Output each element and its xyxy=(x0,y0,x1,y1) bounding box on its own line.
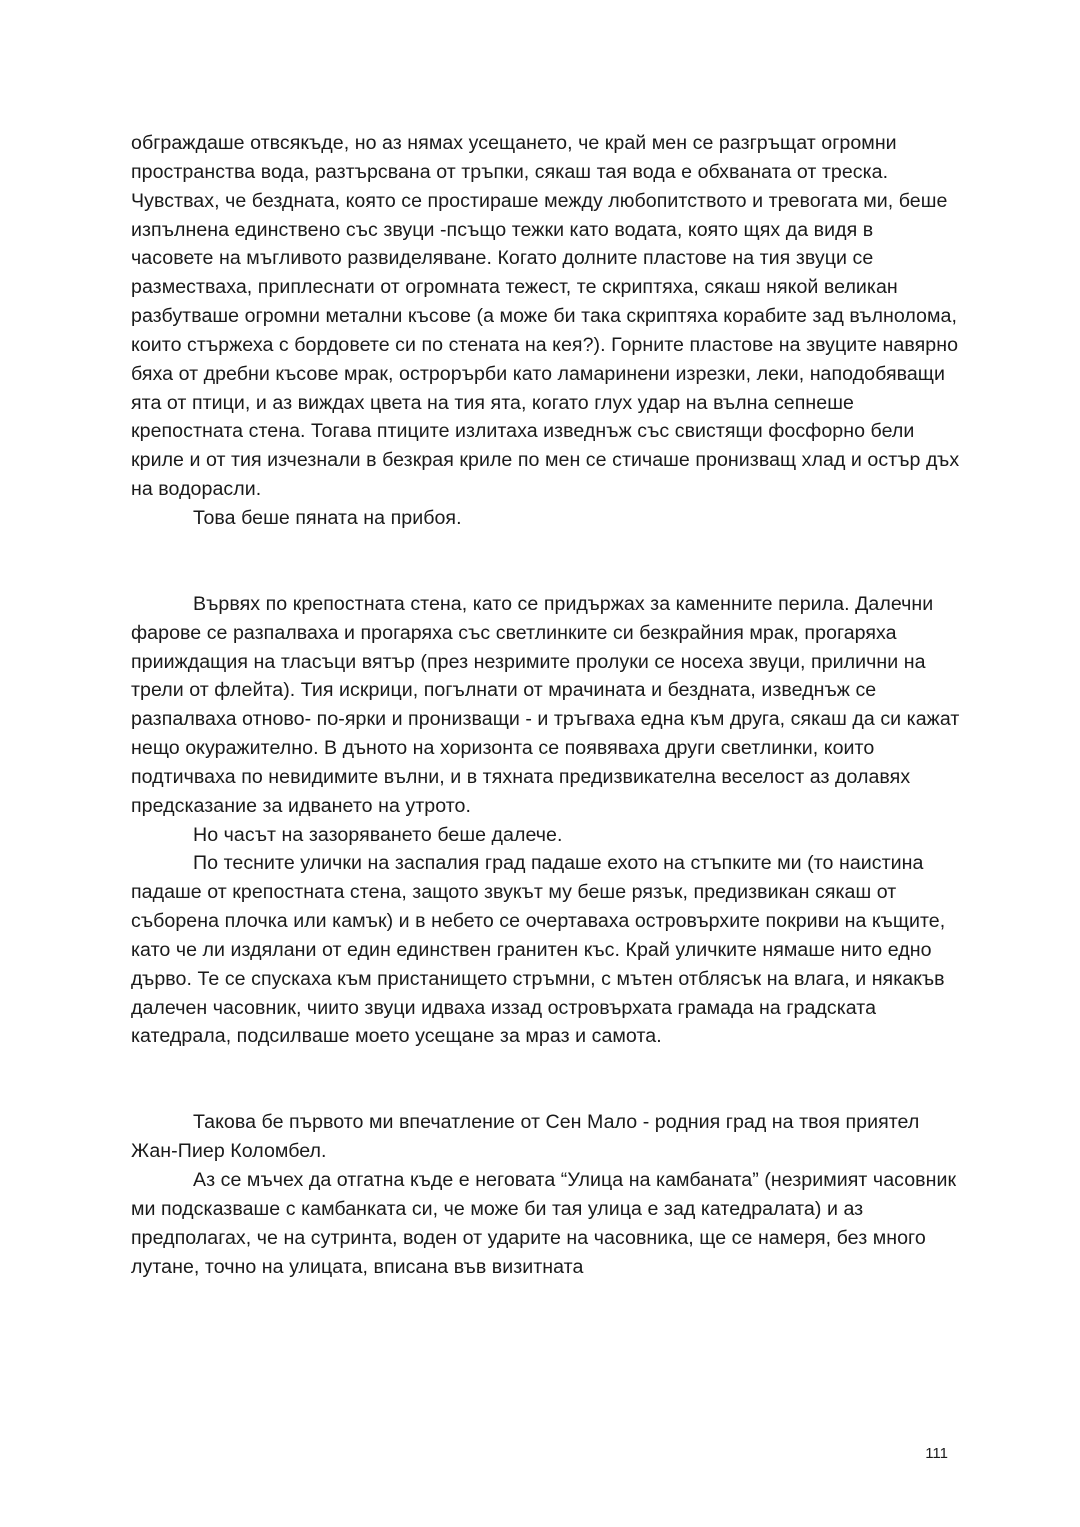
paragraph-first-impression: Такова бе първото ми впечатление от Сен Мало - родния град на твоя приятел Жан-Пиер Коломбел. xyxy=(131,1111,920,1163)
paragraph-bell-street: Аз се мъчех да отгатна къде е неговата “Улица на камбаната” (незримият часовник ми подсказваше с камбанката си, че може би тая улица е зад катедралата) и аз предполагах, че на сутринта, воден от ударите на часовника, ще се намеря, без много лутане, точно на улицата, вписана във визитната xyxy=(131,1169,957,1278)
paragraph-narrow-streets: По тесните улички на заспалия град падаше ехото на стъпките ми (то наистина падаше от крепостната стена, защото звукът му беше рязък, предизвикан сякаш от съборена плочка или камък) и в небето се очертаваха островърхите покриви на къщите, като че ли издялани от един единствен гранитен къс. Край уличките нямаше нито едно дърво. Те се спускаха към пристанището стръмни, с мътен отблясък на влага, и някакъв далечен часовник, чиито звуци идваха иззад островърхата грамада на градската катедрала, подсилваше моето усещане за мраз и самота. xyxy=(131,852,946,1048)
section-break xyxy=(131,533,961,590)
page-number: 111 xyxy=(925,1445,948,1462)
text-body xyxy=(131,129,961,1281)
paragraph-fortress-wall: Вървях по крепостната стена, като се придържах за каменните перила. Далечни фарове се разпалваха и прогаряха със светлинките си безкрайния мрак, прогаряха прииждащия на тласъци вятър (през незримите пролуки се носеха звуци, прилични на трели от флейта). Тия искрици, погълнати от мрачината и бездната, изведнъж се разпалваха отново- по-ярки и пронизващи - и тръгваха една към друга, сякаш да си кажат нещо окуражително. В дъното на хоризонта се появяваха други светлинки, които подтичваха по невидимите вълни, и в тяхната предизвикателна веселост аз долавях предсказание за идването на утрото. xyxy=(131,592,960,817)
paragraph-surf-foam: Това беше пяната на прибоя. xyxy=(193,506,462,529)
paragraph-dawn-far: Но часът на зазоряването беше далече. xyxy=(193,823,563,846)
paragraph-surf-description: обграждаше отвсякъде, но аз нямах усещането, че край мен се разгръщат огромни пространства вода, разтърсвана от тръпки, сякаш тая вода е обхваната от треска. Чувствах, че бездната, която се простираше между любопитството и тревогата ми, беше изпълнена единствено със звуци -псъщо тежки като водата, която щях да видя в часовете на мъгливото развиделяване. Когато долните пластове на тия звуци се разместваха, приплеснати от огромната тежест, те скриптяха, сякаш някой великан разбутваше огромни метални късове (а може би така скриптяха корабите зад вълнолома, които стържеха с бордовете си по стената на кея?). Горните пластове на звуците навярно бяха от дребни късове мрак, острорърби като ламаринени изрезки, леки, наподобяващи ята от птици, и аз виждах цвета на тия ята, когато глух удар на вълна сепнеше крепостната стена. Тогава птиците излитаха изведнъж със свистящи фосфорно бели криле и от тия изчезнали в безкрая криле по мен се стичаше пронизващ хлад и остър дъх на водорасли. xyxy=(131,132,960,501)
section-break xyxy=(131,1051,961,1108)
